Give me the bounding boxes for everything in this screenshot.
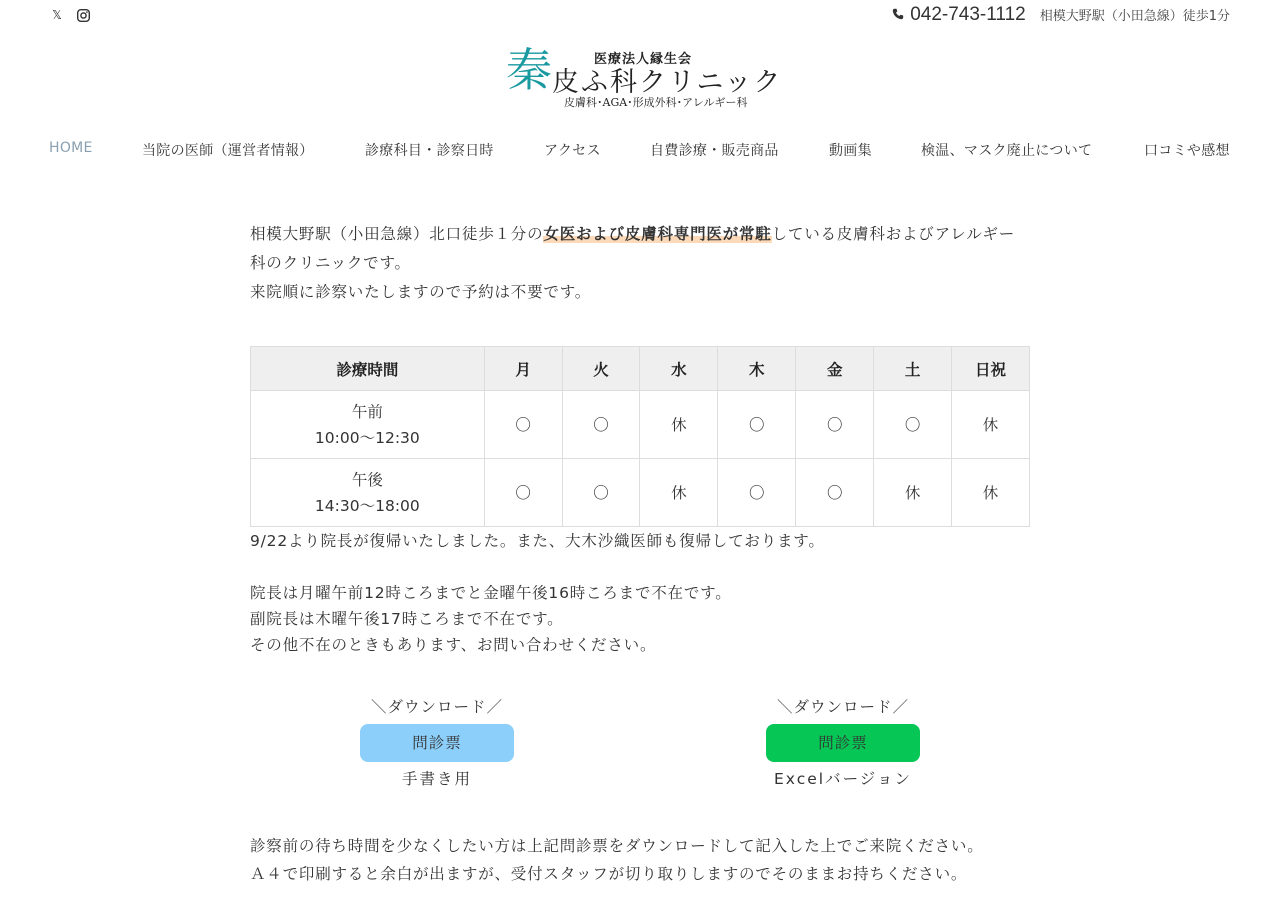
notice-section xyxy=(250,528,1030,658)
period-label: 午前 xyxy=(351,402,383,421)
social-links xyxy=(50,8,90,22)
schedule-cell: 休 xyxy=(874,459,952,527)
instagram-icon[interactable] xyxy=(76,8,90,22)
instructions-line: 診察前の待ち時間を少なくしたい方は上記問診票をダウンロードして記入した上でご来院ください。 xyxy=(250,837,984,855)
schedule-table xyxy=(250,346,1030,527)
period-time: 14:30～18:00 xyxy=(314,496,420,515)
phone-icon xyxy=(892,7,904,23)
notice-line: その他不在のときもあります、お問い合わせください。 xyxy=(250,636,657,654)
notice-line: 副院長は木曜午後17時ころまで不在です。 xyxy=(250,610,564,628)
schedule-cell: 休 xyxy=(952,459,1030,527)
notice-line: 院長は月曜午前12時ころまでと金曜午後16時ころまで不在です。 xyxy=(250,584,732,602)
notice-spacer xyxy=(250,554,1030,580)
schedule-cell: 〇 xyxy=(796,391,874,459)
nav-access[interactable]: アクセス xyxy=(544,143,601,159)
download-handwritten xyxy=(337,694,537,792)
nav-departments-hours[interactable]: 診療科目・診察日時 xyxy=(365,143,494,159)
phone-link[interactable] xyxy=(892,4,1026,26)
top-bar xyxy=(0,0,1280,34)
phone-number: 042-743-1112 xyxy=(910,4,1026,25)
schedule-cell: 〇 xyxy=(562,391,640,459)
schedule-cell: 〇 xyxy=(796,459,874,527)
logo-specialties: 皮膚科･AGA･形成外科･アレルギー科 xyxy=(564,96,748,109)
instructions-section xyxy=(250,832,1030,888)
logo-corporation: 医療法人縁生会 xyxy=(594,52,693,67)
nav-reviews[interactable]: 口コミや感想 xyxy=(1144,143,1230,159)
schedule-cell: 〇 xyxy=(484,391,562,459)
nav-videos[interactable]: 動画集 xyxy=(829,143,872,159)
nav-temperature-mask[interactable]: 検温、マスク廃止について xyxy=(921,143,1093,159)
station-info: 相模大野駅（小田急線）徒歩1分 xyxy=(1039,9,1230,24)
clinic-logo[interactable] xyxy=(506,43,783,110)
header-fri: 金 xyxy=(796,347,874,391)
download-note: 手書き用 xyxy=(401,770,472,788)
schedule-cell: 休 xyxy=(952,391,1030,459)
nav-doctors[interactable]: 当院の医師（運営者情報） xyxy=(142,143,314,159)
download-note: Excelバージョン xyxy=(774,770,912,788)
intro-text xyxy=(250,220,1030,307)
period-time: 10:00～12:30 xyxy=(314,428,420,447)
table-row xyxy=(251,391,1030,459)
nav-self-pay[interactable]: 自費診療・販売商品 xyxy=(650,143,779,159)
schedule-header-row xyxy=(251,347,1030,391)
header-wed: 水 xyxy=(640,347,718,391)
period-cell xyxy=(251,391,485,459)
download-caption: ＼ダウンロード／ xyxy=(370,698,503,716)
schedule-cell: 〇 xyxy=(484,459,562,527)
nav-home[interactable]: HOME xyxy=(49,140,93,156)
header-sat: 土 xyxy=(874,347,952,391)
questionnaire-excel-button[interactable]: 問診票 xyxy=(766,724,920,762)
x-icon[interactable]: 𝕏 xyxy=(52,8,62,22)
intro-section xyxy=(250,220,1030,307)
header-tue: 火 xyxy=(562,347,640,391)
main-nav xyxy=(0,140,1280,162)
instructions-line: Ａ４で印刷すると余白が出ますが、受付スタッフが切り取りしますのでそのままお持ちください。 xyxy=(250,865,968,883)
schedule-cell: 〇 xyxy=(562,459,640,527)
schedule-cell: 〇 xyxy=(874,391,952,459)
table-row xyxy=(251,459,1030,527)
schedule-cell: 〇 xyxy=(718,391,796,459)
intro-post: している皮膚科およびアレルギー科のクリニックです。 xyxy=(250,225,1016,272)
questionnaire-handwritten-button[interactable]: 問診票 xyxy=(360,724,514,762)
header-thu: 木 xyxy=(718,347,796,391)
header-mon: 月 xyxy=(484,347,562,391)
intro-pre: 相模大野駅（小田急線）北口徒歩１分の xyxy=(250,225,544,243)
period-cell xyxy=(251,459,485,527)
header-sun-holiday: 日祝 xyxy=(952,347,1030,391)
schedule-cell: 休 xyxy=(640,391,718,459)
logo-clinic-name: 皮ふ科クリニック xyxy=(552,67,783,98)
schedule-cell: 休 xyxy=(640,459,718,527)
schedule-cell: 〇 xyxy=(718,459,796,527)
intro-highlight: 女医および皮膚科専門医が常駐 xyxy=(543,225,772,243)
contact-info xyxy=(892,4,1230,26)
notice-line: 9/22より院長が復帰いたしました。また、大木沙織医師も復帰しております。 xyxy=(250,532,825,550)
period-label: 午後 xyxy=(351,470,383,489)
header-hours: 診療時間 xyxy=(251,347,485,391)
download-caption: ＼ダウンロード／ xyxy=(776,698,909,716)
intro-no-reservation: 来院順に診察いたしますので予約は不要です。 xyxy=(250,283,592,301)
download-excel xyxy=(743,694,943,792)
logo-mark: 秦 xyxy=(506,43,552,97)
